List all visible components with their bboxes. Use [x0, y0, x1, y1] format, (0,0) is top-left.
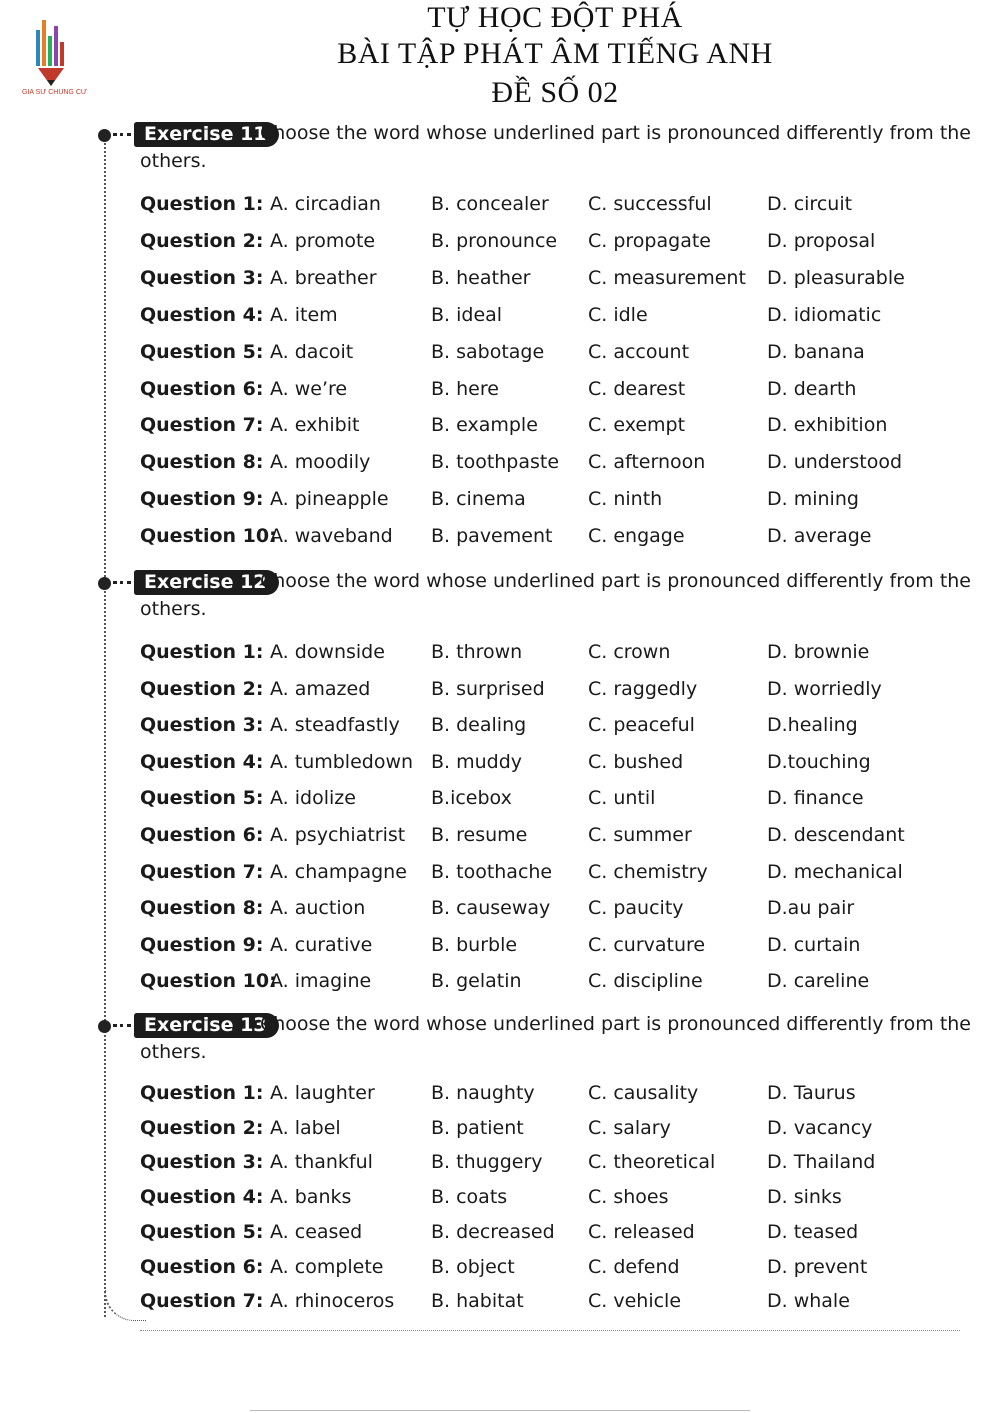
option-a: A. downside: [270, 641, 385, 663]
option-b: B. surprised: [431, 677, 545, 700]
option-d: D. whale: [767, 1290, 850, 1313]
question-label: Question 7:: [140, 1290, 264, 1313]
bottom-dotted-line: [140, 1330, 960, 1331]
option-d: D. pleasurable: [767, 266, 905, 289]
option-b: B. here: [431, 377, 499, 400]
option-a: A. exhibit: [270, 414, 360, 437]
logo-caption: GIA SƯ CHUNG CƯ: [22, 89, 87, 96]
option-b: B. naughty: [431, 1082, 535, 1104]
option-d: D. vacancy: [767, 1116, 873, 1139]
option-d: D. average: [767, 525, 872, 548]
option-d: D. understood: [767, 451, 903, 474]
option-c: C. defend: [588, 1255, 680, 1278]
exercise-13: [98, 1013, 971, 1063]
option-b: B. thrown: [431, 641, 523, 663]
question-label: Question 9:: [140, 488, 264, 511]
bullet-dash: [113, 133, 131, 136]
option-a: A. complete: [270, 1255, 384, 1278]
option-c: C. idle: [588, 303, 648, 326]
option-d: D.healing: [767, 714, 858, 737]
bullet-dot-icon: [98, 577, 111, 590]
option-b: B. dealing: [431, 714, 527, 737]
option-a: A. waveband: [270, 525, 393, 548]
exercise-12: [98, 570, 971, 620]
option-a: A. amazed: [270, 677, 371, 700]
question-label: Question 8:: [140, 451, 264, 474]
option-a: A. moodily: [270, 451, 371, 474]
question-label: Question 1:: [140, 641, 264, 663]
option-c: C. until: [588, 787, 656, 810]
option-b: B. thuggery: [431, 1151, 543, 1174]
option-b: B. sabotage: [431, 340, 545, 363]
option-c: C. account: [588, 340, 690, 363]
question-label: Question 9:: [140, 933, 264, 956]
option-b: B.icebox: [431, 787, 512, 810]
question-label: Question 5:: [140, 787, 264, 810]
option-a: A. tumbledown: [270, 750, 414, 773]
page-title-line-2: BÀI TẬP PHÁT ÂM TIẾNG ANH: [337, 37, 773, 70]
option-d: D. finance: [767, 787, 864, 810]
option-a: A. imagine: [270, 970, 372, 993]
option-b: B. ideal: [431, 303, 503, 326]
option-d: D. dearth: [767, 377, 857, 400]
option-d: D.touching: [767, 750, 871, 773]
exercise-instruction-cont: others.: [140, 1041, 207, 1063]
question-label: Question 8:: [140, 897, 264, 920]
question-label: Question 2:: [140, 229, 264, 252]
option-c: C. curvature: [588, 933, 706, 956]
option-b: B. example: [431, 414, 538, 437]
option-d: D. descendant: [767, 824, 905, 846]
option-b: B. causeway: [431, 897, 551, 920]
question-label: Question 3:: [140, 714, 264, 737]
option-c: C. paucity: [588, 897, 684, 920]
option-a: A. pineapple: [270, 488, 389, 511]
question-label: Question 3:: [140, 1151, 264, 1174]
option-d: D. worriedly: [767, 677, 882, 700]
bullet-dot-icon: [98, 129, 111, 142]
option-b: B. resume: [431, 824, 528, 846]
question-label: Question 6:: [140, 824, 264, 846]
option-c: C. shoes: [588, 1186, 669, 1209]
option-d: D. Thailand: [767, 1151, 876, 1174]
page-bottom-rule: [250, 1410, 750, 1411]
option-c: C. afternoon: [588, 451, 706, 474]
question-label: Question 5:: [140, 1220, 264, 1243]
option-a: A. thankful: [270, 1151, 373, 1174]
option-a: A. curative: [270, 933, 373, 956]
question-label: Question 3:: [140, 266, 264, 289]
option-c: C. measurement: [588, 266, 746, 289]
option-d: D. prevent: [767, 1255, 868, 1278]
option-b: B. patient: [431, 1116, 524, 1139]
question-label: Question 4:: [140, 1186, 264, 1209]
option-b: B. pronounce: [431, 229, 558, 252]
question-label: Question 6:: [140, 377, 264, 400]
option-d: D. Taurus: [767, 1082, 856, 1104]
question-label: Question 7:: [140, 414, 264, 437]
option-a: A. auction: [270, 897, 366, 920]
option-b: B. coats: [431, 1186, 508, 1209]
option-b: B. decreased: [431, 1220, 555, 1243]
option-a: A. item: [270, 303, 338, 326]
question-label: Question 5:: [140, 340, 264, 363]
option-b: B. muddy: [431, 750, 523, 773]
question-label: Question 7:: [140, 860, 264, 883]
option-d: D. teased: [767, 1220, 859, 1243]
option-d: D. banana: [767, 340, 865, 363]
option-a: A. champagne: [270, 860, 407, 883]
exercise-instruction: Choose the word whose underlined part is pronounced differently from the: [260, 570, 971, 592]
page-title-line-1: TỰ HỌC ĐỘT PHÁ: [427, 1, 683, 34]
exercise-badge: Exercise 13: [134, 1013, 279, 1038]
option-d: D. careline: [767, 970, 870, 993]
option-b: B. cinema: [431, 488, 526, 511]
exercise-instruction: Choose the word whose underlined part is pronounced differently from the: [260, 1013, 971, 1035]
option-c: C. bushed: [588, 750, 684, 773]
option-a: A. breather: [270, 266, 377, 289]
option-b: B. toothpaste: [431, 451, 560, 474]
option-b: B. object: [431, 1255, 515, 1278]
bullet-dash: [113, 581, 131, 584]
option-a: A. label: [270, 1116, 341, 1139]
option-a: A. ceased: [270, 1220, 363, 1243]
option-b: B. heather: [431, 266, 531, 289]
question-label: Question 1:: [140, 193, 264, 215]
option-d: D. mechanical: [767, 860, 903, 883]
question-label: Question 2:: [140, 1116, 264, 1139]
option-c: C. summer: [588, 824, 692, 846]
question-label: Question 4:: [140, 750, 264, 773]
option-a: A. psychiatrist: [270, 824, 406, 846]
question-label: Question 6:: [140, 1255, 264, 1278]
option-a: A. dacoit: [270, 340, 354, 363]
question-label: Question 1:: [140, 1082, 264, 1104]
question-label: Question 10:: [140, 970, 277, 993]
option-c: C. theoretical: [588, 1151, 716, 1174]
option-c: C. crown: [588, 641, 671, 663]
exercise-badge: Exercise 11: [134, 122, 279, 147]
question-label: Question 2:: [140, 677, 264, 700]
exercise-instruction-cont: others.: [140, 150, 207, 172]
option-a: A. rhinoceros: [270, 1290, 395, 1313]
option-d: D. curtain: [767, 933, 861, 956]
option-c: C. propagate: [588, 229, 711, 252]
option-a: A. steadfastly: [270, 714, 400, 737]
option-d: D. brownie: [767, 641, 870, 663]
page-title-line-3: ĐỀ SỐ 02: [491, 76, 619, 109]
option-d: D. circuit: [767, 193, 853, 215]
option-c: C. raggedly: [588, 677, 698, 700]
option-c: C. ninth: [588, 488, 663, 511]
option-d: D. proposal: [767, 229, 876, 252]
question-label: Question 4:: [140, 303, 264, 326]
option-b: B. burble: [431, 933, 518, 956]
option-d: D. idiomatic: [767, 303, 882, 326]
option-a: A. promote: [270, 229, 376, 252]
option-c: C. peaceful: [588, 714, 695, 737]
exercise-badge: Exercise 12: [134, 570, 279, 595]
option-d: D. exhibition: [767, 414, 888, 437]
option-c: C. chemistry: [588, 860, 708, 883]
option-c: C. vehicle: [588, 1290, 682, 1313]
option-b: B. pavement: [431, 525, 553, 548]
option-c: C. discipline: [588, 970, 703, 993]
option-b: B. concealer: [431, 193, 549, 215]
question-label: Question 10:: [140, 525, 277, 548]
option-d: D. sinks: [767, 1186, 842, 1209]
exercise-instruction: Choose the word whose underlined part is pronounced differently from the: [260, 122, 971, 144]
option-c: C. salary: [588, 1116, 671, 1139]
option-d: D. mining: [767, 488, 859, 511]
option-d: D.au pair: [767, 897, 855, 920]
option-a: A. circadian: [270, 193, 381, 215]
option-c: C. released: [588, 1220, 695, 1243]
exercise-instruction-cont: others.: [140, 598, 207, 620]
margin-dotted-line: [104, 132, 106, 1317]
option-a: A. idolize: [270, 787, 356, 810]
bullet-dash: [113, 1024, 131, 1027]
option-a: A. banks: [270, 1186, 352, 1209]
option-b: B. gelatin: [431, 970, 522, 993]
option-b: B. toothache: [431, 860, 553, 883]
bullet-dot-icon: [98, 1020, 111, 1033]
option-c: C. engage: [588, 525, 685, 548]
option-b: B. habitat: [431, 1290, 524, 1313]
option-a: A. we’re: [270, 377, 348, 400]
option-a: A. laughter: [270, 1082, 375, 1104]
exercise-11: [98, 122, 971, 172]
option-c: C. dearest: [588, 377, 686, 400]
option-c: C. exempt: [588, 414, 686, 437]
option-c: C. causality: [588, 1082, 699, 1104]
option-c: C. successful: [588, 193, 712, 215]
